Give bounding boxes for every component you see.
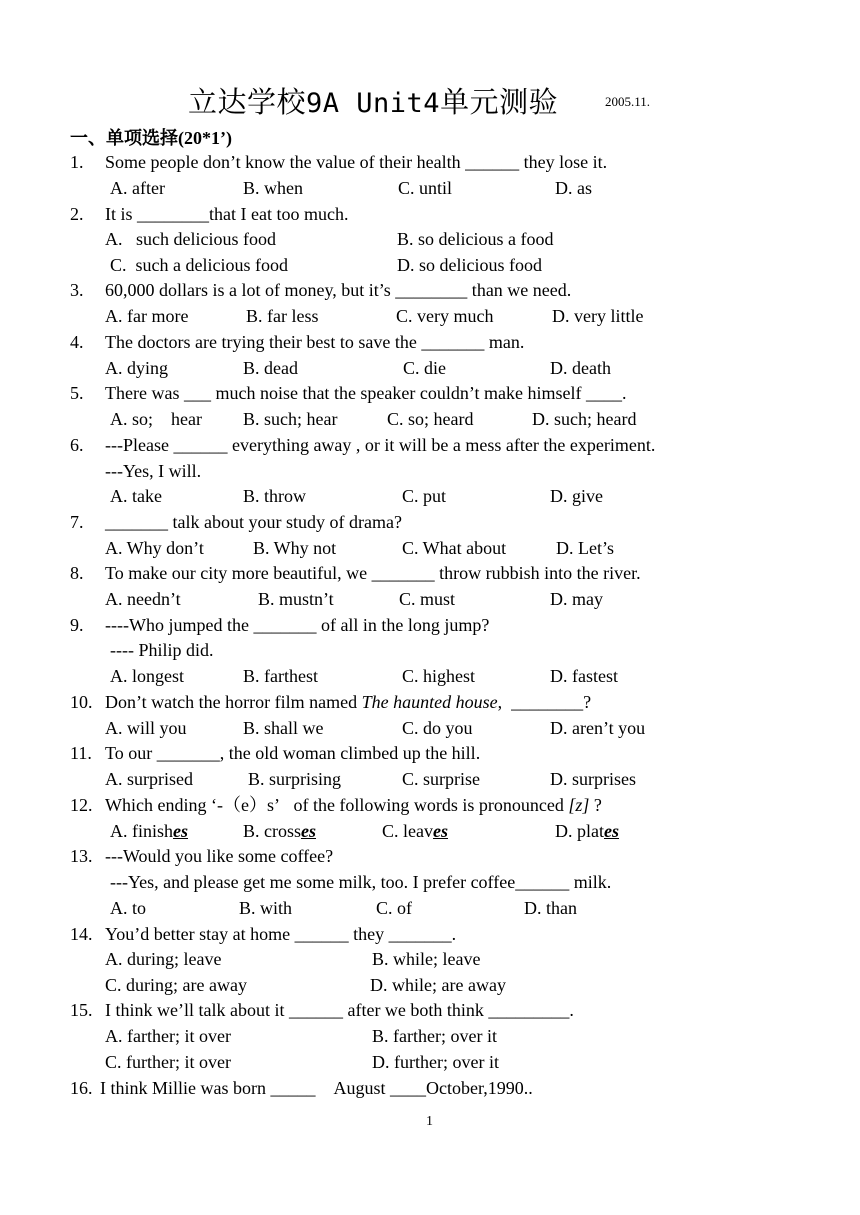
option-text: C. leav [382,821,433,841]
page-number: 1 [426,1114,433,1129]
option-a: A. surprised [105,769,193,789]
option-d: D. very little [552,306,644,326]
question-number: 12. [70,795,93,815]
option-b: B. shall we [243,718,324,738]
question-number: 11. [70,743,92,763]
option-a: A. during; leave [105,949,222,969]
option-d: D. may [550,589,603,609]
option-c: C. do you [402,718,473,738]
option-c: C. until [398,178,453,198]
option-d: D. so delicious food [397,255,542,275]
option-c: C. die [403,358,446,378]
date-label: 2005.11. [605,94,651,109]
option-text: A. finish [110,821,173,841]
option-text: B. cross [243,821,301,841]
option-a: A. longest [110,666,184,686]
option-d: D. while; are away [370,975,506,995]
question-stem: I think Millie was born _____ August ____October,1990.. [100,1078,533,1098]
option-ending: es [301,821,316,841]
question-stem: To our _______, the old woman climbed up the hill. [105,743,481,763]
question-number: 15. [70,1000,93,1020]
option-c [382,820,448,842]
option-c: C. surprise [402,769,480,789]
question-stem: ----Who jumped the _______ of all in the long jump? [105,615,490,635]
option-a: A. needn’t [105,589,181,609]
option-d: D. such; heard [532,409,637,429]
option-c: C. so; heard [387,409,474,429]
option-ending: es [433,821,448,841]
option-d: D. surprises [550,769,636,789]
question-stem: _______ talk about your study of drama? [105,512,402,532]
question-stem: To make our city more beautiful, we _______ throw rubbish into the river. [105,563,641,583]
question-number: 9. [70,615,84,635]
option-c: C. of [376,898,412,918]
option-c: C. must [399,589,456,609]
option-a: A. farther; it over [105,1026,231,1046]
option-b: B. while; leave [372,949,481,969]
question-number: 5. [70,383,84,403]
question-number: 6. [70,435,84,455]
stem-text-end: , ________? [497,692,592,712]
option-ending: es [604,821,619,841]
option-d: D. as [555,178,592,198]
option-b: B. mustn’t [258,589,334,609]
option-a: A. far more [105,306,189,326]
option-a: A. such delicious food [105,229,276,249]
question-stem [105,691,591,713]
option-d [555,820,619,842]
stem-text: Don’t watch the horror film named [105,692,362,712]
option-d: D. than [524,898,577,918]
film-title: The haunted house [361,692,498,712]
question-stem: ---Please ______ everything away , or it will be a mess after the experiment. [105,435,656,455]
question-number: 2. [70,204,84,224]
option-b: B. dead [243,358,298,378]
question-stem-reply: ---Yes, and please get me some milk, too. I prefer coffee______ milk. [110,872,612,892]
option-b: B. such; hear [243,409,338,429]
question-stem: There was ___ much noise that the speaker couldn’t make himself ____. [105,383,627,403]
option-d: D. fastest [550,666,618,686]
option-b: B. when [243,178,303,198]
stem-text: Which ending ‘-（e）s’ of the following words is pronounced [105,795,569,815]
question-stem: The doctors are trying their best to save the _______ man. [105,332,525,352]
title-unit: 9A Unit4 [306,88,441,119]
option-c: C. during; are away [105,975,247,995]
question-stem: I think we’ll talk about it ______ after we both think _________. [105,1000,574,1020]
option-b: B. Why not [253,538,337,558]
question-number: 14. [70,924,93,944]
option-ending: es [173,821,188,841]
option-c: C. such a delicious food [110,255,288,275]
question-stem: You’d better stay at home ______ they _______. [105,924,457,944]
option-b [243,820,316,842]
question-stem-reply: ---- Philip did. [110,640,214,660]
option-c: C. What about [402,538,507,558]
option-d: D. further; over it [372,1052,499,1072]
option-a: A. Why don’t [105,538,204,558]
question-number: 16. [70,1078,93,1098]
question-stem: It is ________that I eat too much. [105,204,349,224]
option-b: B. farther; over it [372,1026,497,1046]
option-a: A. will you [105,718,187,738]
option-b: B. so delicious a food [397,229,554,249]
question-number: 8. [70,563,84,583]
option-c: C. further; it over [105,1052,231,1072]
question-number: 7. [70,512,84,532]
option-b: B. surprising [248,769,342,789]
question-stem: 60,000 dollars is a lot of money, but it’s ________ than we need. [105,280,572,300]
question-stem: ---Would you like some coffee? [105,846,334,866]
option-b: B. with [239,898,293,918]
option-a: A. so; hear [110,409,202,429]
option-b: B. throw [243,486,306,506]
option-a: A. dying [105,358,168,378]
option-c: C. put [402,486,447,506]
question-number: 4. [70,332,84,352]
option-a: A. after [110,178,165,198]
question-number: 10. [70,692,93,712]
option-a: A. take [110,486,162,506]
option-c: C. very much [396,306,494,326]
option-c: C. highest [402,666,476,686]
option-d: D. death [550,358,611,378]
question-number: 13. [70,846,93,866]
question-stem-reply: ---Yes, I will. [105,461,202,481]
question-stem [105,794,602,816]
option-text: D. plat [555,821,604,841]
option-a: A. to [110,898,146,918]
option-b: B. far less [246,306,319,326]
question-stem: Some people don’t know the value of their health ______ they lose it. [105,152,608,172]
question-number: 3. [70,280,84,300]
option-b: B. farthest [243,666,318,686]
phonetic-symbol: [z] [568,795,590,815]
section-title: 一、单项选择(20*1’) [70,128,232,148]
title-test: 单元测验 [440,85,559,119]
stem-text-end: ? [589,795,602,815]
page-title [188,80,558,121]
option-d: D. Let’s [556,538,614,558]
option-d: D. aren’t you [550,718,646,738]
title-school: 立达学校 [188,85,307,119]
question-number: 1. [70,152,84,172]
option-a [110,820,188,842]
option-d: D. give [550,486,603,506]
